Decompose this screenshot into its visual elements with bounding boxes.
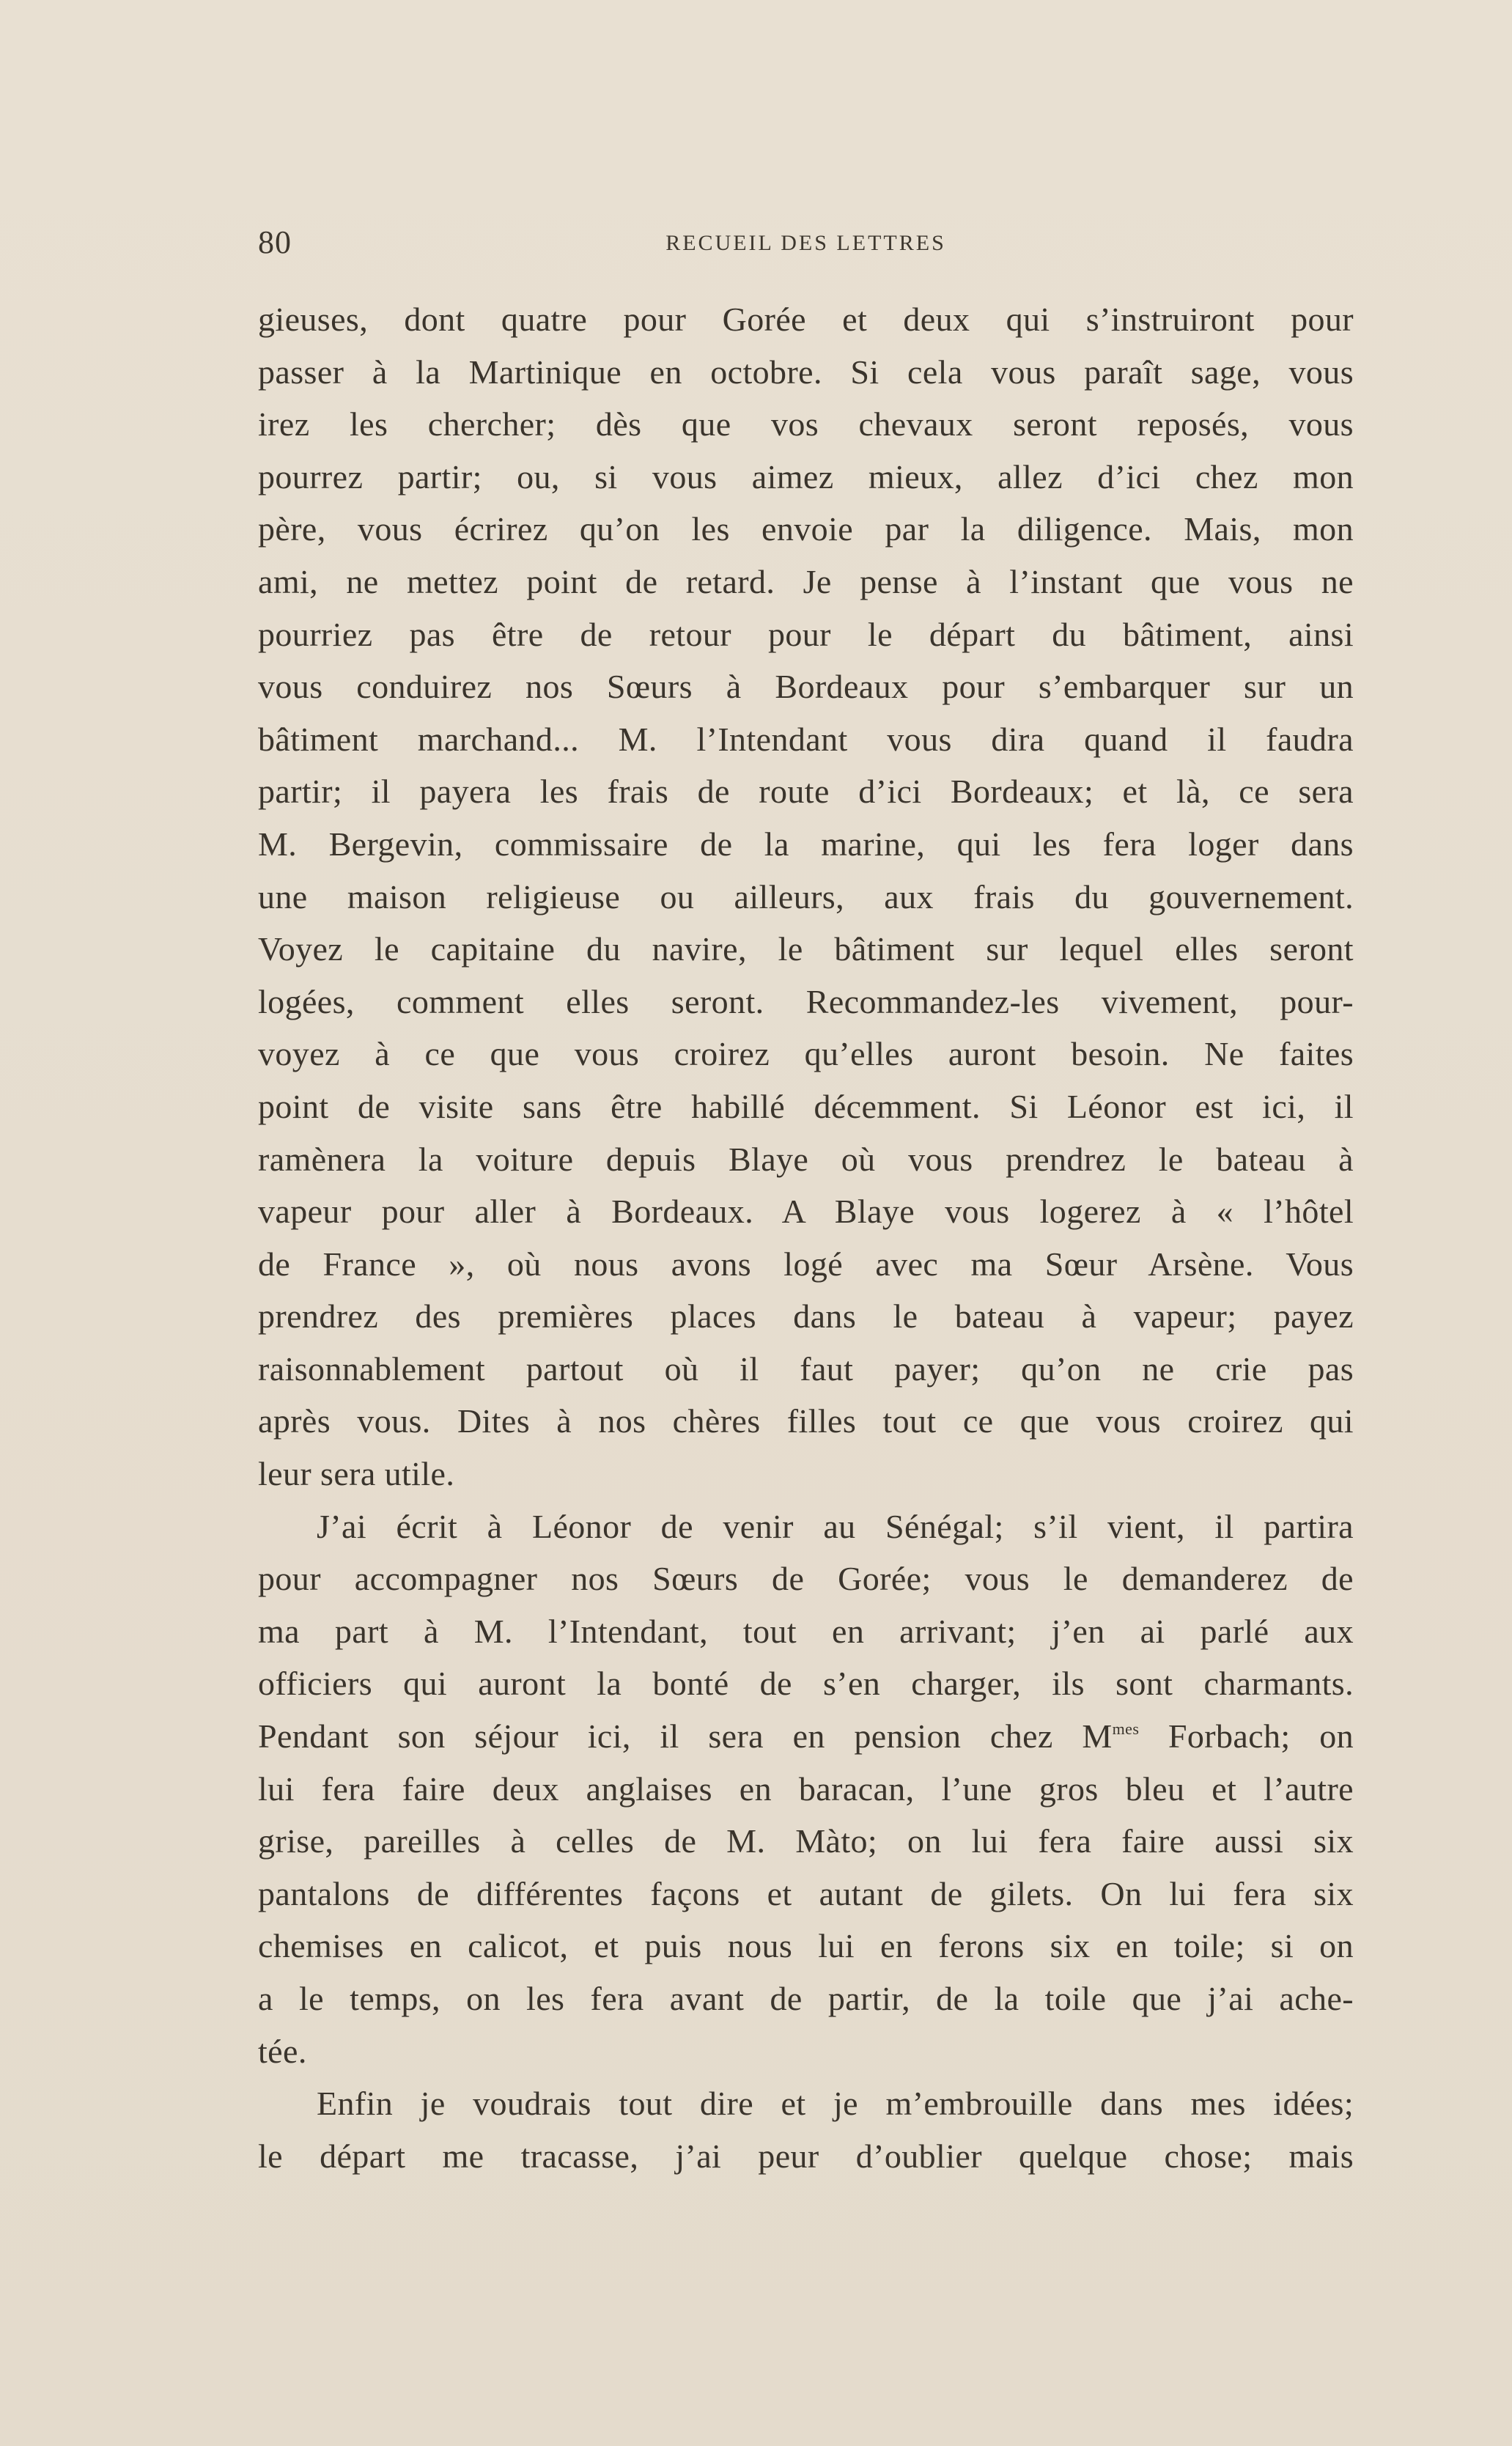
page-header [258,224,1354,260]
text-line: vous conduirez nos Sœurs à Bordeaux pour s’embarquer sur un [258,668,1354,706]
text-line: point de visite sans être habillé décemment. Si Léonor est ici, il [258,1087,1354,1125]
body-text [258,293,1354,2182]
text-line: leur sera utile. [258,1455,455,1493]
text-line: bâtiment marchand... M. l’Intendant vous dira quand il faudra [258,720,1354,758]
superscript: mes [1112,1720,1140,1739]
text-line: ma part à M. l’Intendant, tout en arrivant; j’en ai parlé aux [258,1612,1354,1650]
text-fragment: Forbach; on [1168,1717,1354,1756]
text-line: vapeur pour aller à Bordeaux. A Blaye vous logerez à « l’hôtel [258,1193,1354,1231]
text-line: J’ai écrit à Léonor de venir au Sénégal; s’il vient, il partira [317,1507,1354,1545]
text-line: officiers qui auront la bonté de s’en charger, ils sont charmants. [258,1665,1354,1703]
text-line: lui fera faire deux anglaises en baracan, l’une gros bleu et l’autre [258,1769,1354,1808]
text-line: tée. [258,2032,307,2070]
text-line: chemises en calicot, et puis nous lui en ferons six en toile; si on [258,1927,1354,1965]
text-line: de France », où nous avons logé avec ma Sœur Arsène. Vous [258,1245,1354,1283]
text-line: irez les chercher; dès que vos chevaux seront reposés, vous [258,405,1354,443]
text-line: grise, pareilles à celles de M. Màto; on lui fera faire aussi six [258,1822,1354,1860]
text-line: raisonnablement partout où il faut payer; qu’on ne crie pas [258,1349,1354,1388]
text-line: le départ me tracasse, j’ai peur d’oublier quelque chose; mais [258,2137,1354,2175]
text-line: Enfin je voudrais tout dire et je m’embrouille dans mes idées; [317,2085,1354,2123]
text-line: Voyez le capitaine du navire, le bâtiment sur lequel elles seront [258,930,1354,968]
text-line: voyez à ce que vous croirez qu’elles auront besoin. Ne faites [258,1035,1354,1073]
text-line: ami, ne mettez point de retard. Je pense à l’instant que vous ne [258,562,1354,600]
text-line: partir; il payera les frais de route d’ici Bordeaux; et là, ce sera [258,773,1354,811]
text-line: pantalons de différentes façons et autant de gilets. On lui fera six [258,1874,1354,1912]
text-line: prendrez des premières places dans le bateau à vapeur; payez [258,1297,1354,1336]
running-head: RECUEIL DES LETTRES [665,231,946,255]
text-line: père, vous écrirez qu’on les envoie par la diligence. Mais, mon [258,510,1354,548]
text-line: pourriez pas être de retour pour le départ du bâtiment, ainsi [258,615,1354,653]
text-line: logées, comment elles seront. Recommandez-les vivement, pour- [258,982,1354,1020]
text-line: pour accompagner nos Sœurs de Gorée; vous le demanderez de [258,1560,1354,1598]
text-fragment: Pendant son séjour ici, il sera en pension chez M [258,1717,1113,1756]
text-line: a le temps, on les fera avant de partir, de la toile que j’ai ache- [258,1980,1354,2017]
text-line: M. Bergevin, commissaire de la marine, qui les fera loger dans [258,825,1354,863]
text-line: après vous. Dites à nos chères filles tout ce que vous croirez qui [258,1402,1354,1440]
page-number: 80 [258,224,292,260]
text-line: pourrez partir; ou, si vous aimez mieux, allez d’ici chez mon [258,457,1354,496]
text-line: ramènera la voiture depuis Blaye où vous prendrez le bateau à [258,1140,1354,1178]
text-line: passer à la Martinique en octobre. Si cela vous paraît sage, vous [258,353,1354,391]
text-line: gieuses, dont quatre pour Gorée et deux qui s’instruiront pour [258,301,1354,338]
text-line [258,1710,1354,1763]
text-line: une maison religieuse ou ailleurs, aux frais du gouvernement. [258,877,1354,916]
